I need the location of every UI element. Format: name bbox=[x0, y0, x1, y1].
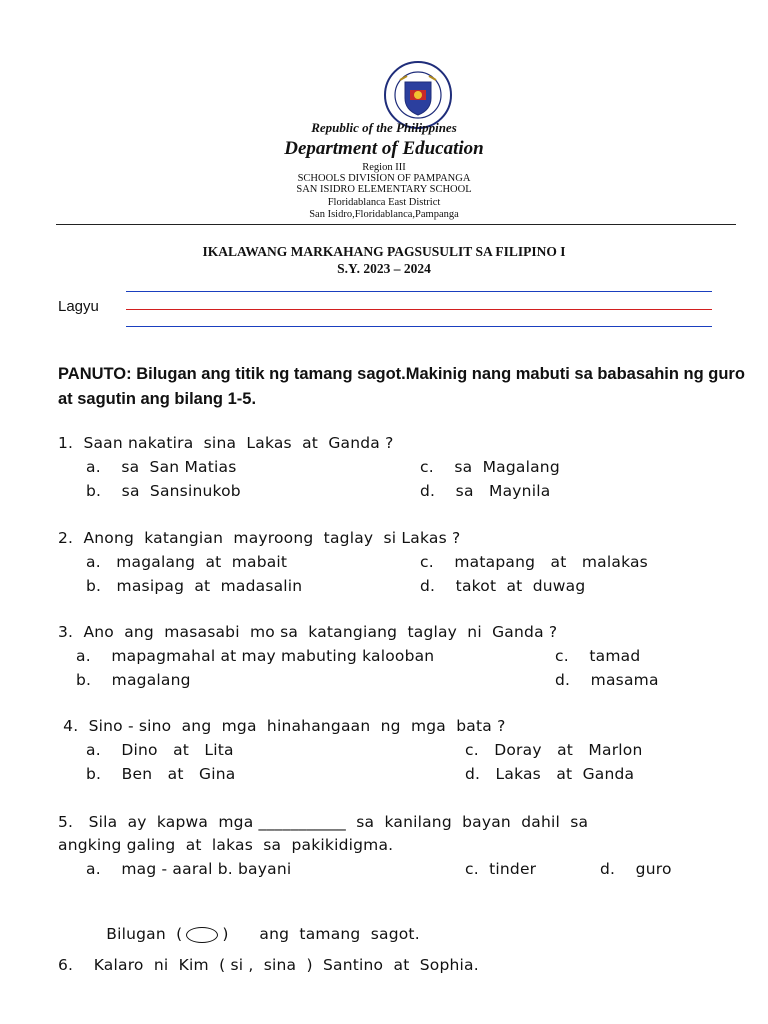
exam-title: IKALAWANG MARKAHANG PAGSUSULIT SA FILIPINO I bbox=[202, 244, 566, 259]
circle-instruction-right: ) ang tamang sagot. bbox=[222, 925, 420, 943]
question-5: 5. Sila ay kapwa mga ___________ sa kanilang bayan dahil sa bbox=[58, 813, 589, 831]
q5-choice-c[interactable]: c. tinder bbox=[465, 860, 537, 878]
q1-choice-d[interactable]: d. sa Maynila bbox=[420, 482, 551, 500]
q2-choice-c[interactable]: c. matapang at malakas bbox=[420, 553, 648, 571]
name-line-middle[interactable] bbox=[126, 309, 712, 310]
q4-choice-d[interactable]: d. Lakas at Ganda bbox=[465, 765, 635, 783]
header-divider bbox=[56, 224, 736, 225]
q3-choice-a[interactable]: a. mapagmahal at may mabuting kalooban bbox=[76, 647, 435, 665]
q1-choice-a[interactable]: a. sa San Matias bbox=[86, 458, 237, 476]
q5-choice-a-b[interactable]: a. mag - aaral b. bayani bbox=[86, 860, 292, 878]
question-5-continued: angking galing at lakas sa pakikidigma. bbox=[58, 836, 394, 854]
name-label: Lagyu bbox=[58, 298, 99, 315]
question-1: 1. Saan nakatira sina Lakas at Ganda ? bbox=[58, 434, 394, 452]
question-2: 2. Anong katangian mayroong taglay si Lakas ? bbox=[58, 529, 461, 547]
school-name: SAN ISIDRO ELEMENTARY SCHOOL bbox=[296, 184, 472, 195]
q1-choice-b[interactable]: b. sa Sansinukob bbox=[86, 482, 241, 500]
school-year: S.Y. 2023 – 2024 bbox=[337, 261, 431, 276]
oval-icon bbox=[186, 927, 218, 943]
question-3: 3. Ano ang masasabi mo sa katangiang taglay ni Ganda ? bbox=[58, 623, 558, 641]
region-text: Region III bbox=[362, 162, 406, 173]
q3-choice-d[interactable]: d. masama bbox=[555, 671, 659, 689]
address-text: San Isidro,Floridablanca,Pampanga bbox=[309, 209, 459, 220]
department-name: Department of Education bbox=[284, 138, 484, 159]
q5-choice-d[interactable]: d. guro bbox=[600, 860, 672, 878]
q3-choice-b[interactable]: b. magalang bbox=[76, 671, 191, 689]
name-line-top bbox=[126, 291, 712, 292]
question-4: 4. Sino - sino ang mga hinahangaan ng mga bata ? bbox=[58, 717, 506, 735]
name-line-bottom bbox=[126, 326, 712, 327]
q2-choice-b[interactable]: b. masipag at madasalin bbox=[86, 577, 303, 595]
district-text: Floridablanca East District bbox=[327, 197, 441, 208]
circle-instruction bbox=[96, 907, 420, 943]
q1-choice-c[interactable]: c. sa Magalang bbox=[420, 458, 560, 476]
q4-choice-c[interactable]: c. Doray at Marlon bbox=[465, 741, 643, 759]
q4-choice-a[interactable]: a. Dino at Lita bbox=[86, 741, 234, 759]
q3-choice-c[interactable]: c. tamad bbox=[555, 647, 641, 665]
republic-text: Republic of the Philippines bbox=[311, 120, 457, 135]
q2-choice-a[interactable]: a. magalang at mabait bbox=[86, 553, 288, 571]
q4-choice-b[interactable]: b. Ben at Gina bbox=[86, 765, 236, 783]
instructions: PANUTO: Bilugan ang titik ng tamang sagot.Makinig nang mabuti sa babasahin ng guro at sagutin ang bilang 1-5. bbox=[58, 365, 745, 408]
circle-instruction-left: Bilugan ( bbox=[106, 925, 183, 943]
division-text: SCHOOLS DIVISION OF PAMPANGA bbox=[297, 173, 471, 184]
q2-choice-d[interactable]: d. takot at duwag bbox=[420, 577, 586, 595]
question-6: 6. Kalaro ni Kim ( si , sina ) Santino at Sophia. bbox=[58, 956, 479, 974]
